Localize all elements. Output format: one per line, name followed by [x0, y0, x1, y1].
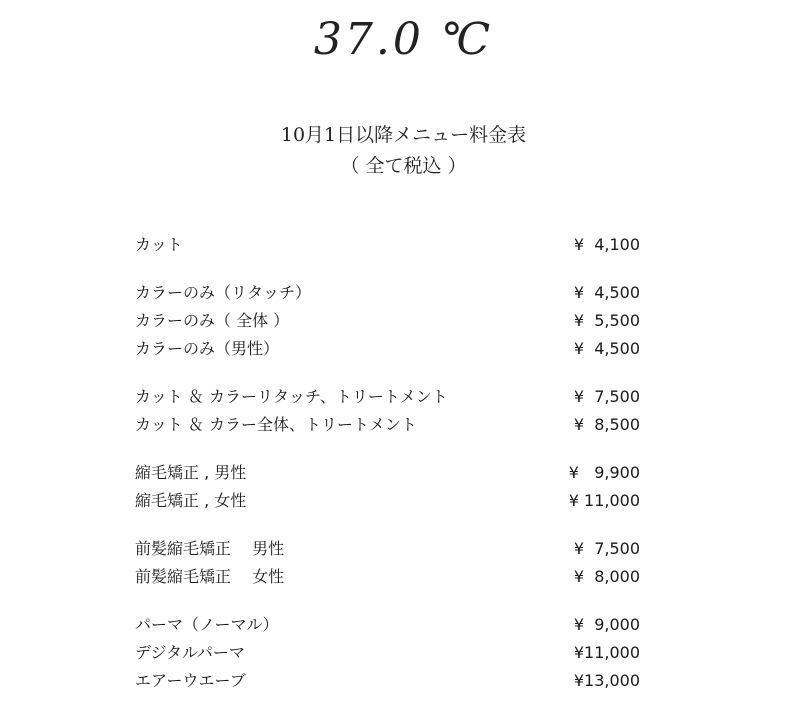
menu-item-name: エアーウエーブ — [135, 671, 246, 690]
menu-item-name: デジタルパーマ — [135, 643, 245, 662]
menu-item-price: ¥ 9,900 — [568, 463, 640, 482]
menu-item — [135, 535, 640, 563]
menu-item-name: カット — [135, 235, 183, 254]
menu-item-name: カット ＆ カラー全体、トリートメント — [135, 415, 417, 434]
menu-item-price: ¥ 4,100 — [573, 235, 640, 254]
menu-item-price: ¥ 7,500 — [573, 387, 640, 406]
menu-group-straightening — [135, 459, 640, 515]
menu-item — [135, 383, 640, 411]
menu-item — [135, 667, 640, 695]
menu-item-name: 縮毛矯正 , 女性 — [135, 491, 247, 510]
menu-item-name: カラーのみ（リタッチ） — [135, 283, 312, 302]
menu-group-color — [135, 279, 640, 363]
menu-item — [135, 231, 640, 259]
menu-item-price: ¥11,000 — [573, 643, 640, 662]
menu-item-price: ¥ 8,500 — [573, 415, 640, 434]
tax-note: （ 全て税込 ） — [340, 155, 467, 177]
menu-item-price: ¥ 11,000 — [568, 491, 640, 510]
salon-logo: 37.0 ℃ — [313, 14, 494, 65]
menu-item-name: パーマ（ノーマル） — [135, 615, 279, 634]
menu-group-cut-color — [135, 383, 640, 439]
menu-item-name: カラーのみ（ 全体 ） — [135, 311, 290, 330]
menu-item-price: ¥ 5,500 — [573, 311, 640, 330]
menu-item — [135, 411, 640, 439]
menu-group-perm — [135, 611, 640, 695]
menu-item-price: ¥ 7,500 — [573, 539, 640, 558]
menu-item — [135, 307, 640, 335]
menu-item — [135, 279, 640, 307]
menu-item-name: カラーのみ（男性） — [135, 339, 280, 358]
menu-item-price: ¥ 8,000 — [573, 567, 640, 586]
price-list — [135, 231, 640, 715]
menu-item — [135, 459, 640, 487]
menu-item-price: ¥13,000 — [573, 671, 640, 690]
menu-item-name: カット ＆ カラーリタッチ、トリートメント — [135, 387, 448, 406]
menu-item — [135, 639, 640, 667]
menu-item — [135, 335, 640, 363]
menu-item — [135, 611, 640, 639]
menu-item-price: ¥ 4,500 — [573, 283, 640, 302]
menu-item-price: ¥ 4,500 — [573, 339, 640, 358]
menu-item-name: 前髪縮毛矯正 女性 — [135, 567, 285, 586]
menu-item — [135, 563, 640, 591]
menu-item-name: 前髪縮毛矯正 男性 — [135, 539, 285, 558]
menu-group-bangs-straightening — [135, 535, 640, 591]
menu-item-price: ¥ 9,000 — [573, 615, 640, 634]
menu-item — [135, 487, 640, 515]
page-title: 10月1日以降メニュー料金表 — [280, 124, 527, 146]
menu-group-cut — [135, 231, 640, 259]
menu-item-name: 縮毛矯正 , 男性 — [135, 463, 247, 482]
